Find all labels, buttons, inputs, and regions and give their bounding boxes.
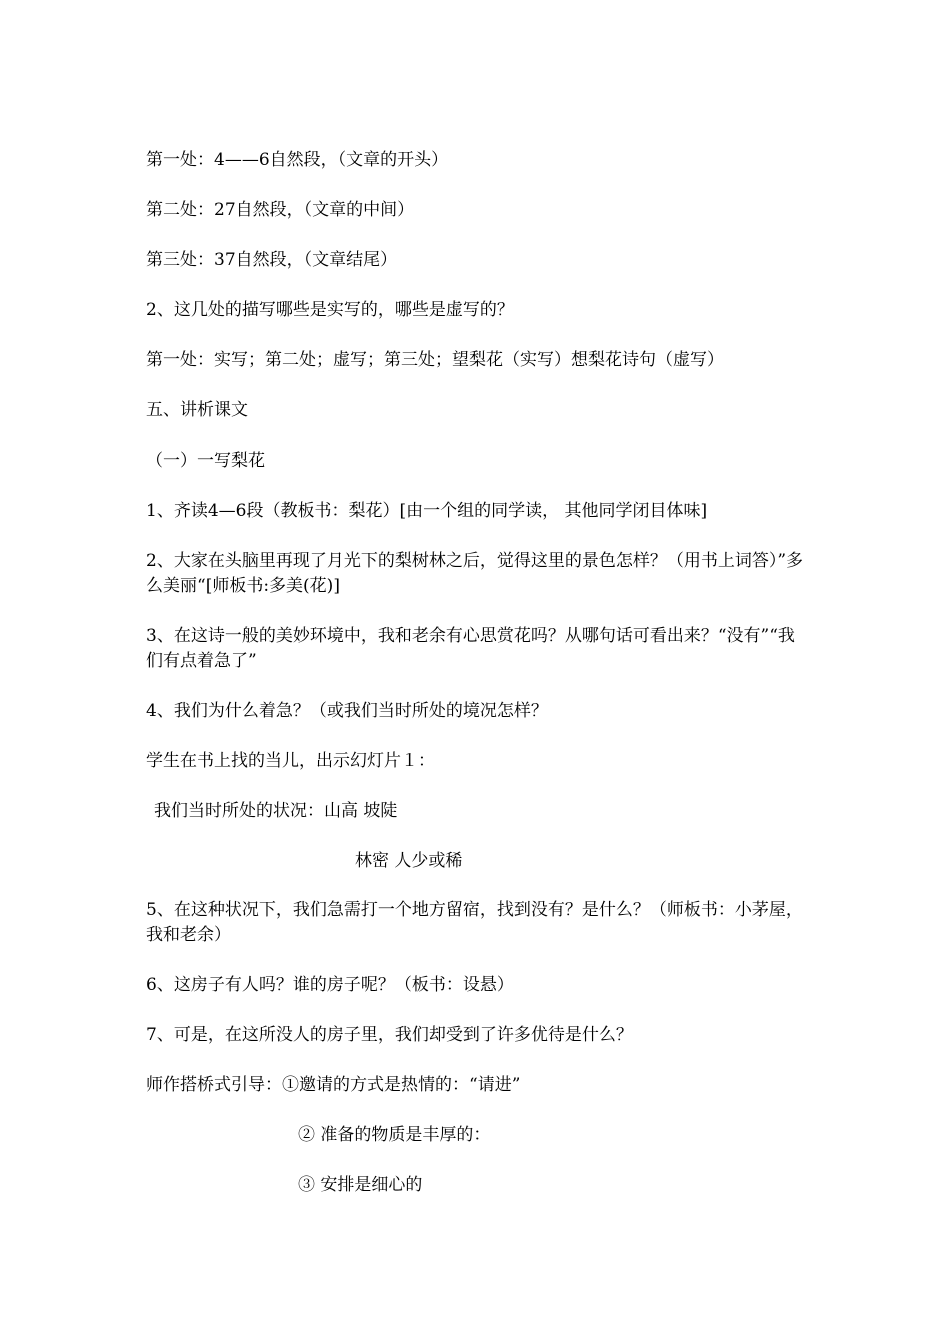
step-6-house-owner: 6、这房子有人吗？谁的房子呢？（板书：设悬） (146, 975, 514, 995)
slide-conditions-line-2: 林密 人少或稀 (355, 851, 463, 871)
paragraph-first-location: 第一处：4——6自然段，（文章的开头） (146, 150, 449, 170)
step-2-scenery: 2、大家在头脑里再现了月光下的梨树林之后，觉得这里的景色怎样？（用书上词答）”多么美丽“[师板书:多美(花)] (146, 551, 804, 596)
guidance-point-2: ② 准备的物质是丰厚的： (298, 1125, 491, 1145)
guidance-point-3: ③ 安排是细心的 (298, 1175, 423, 1195)
answer-real-virtual: 第一处：实写；第二处；虚写；第三处；望梨花（实写）想梨花诗句（虚写） (146, 350, 724, 370)
slide-intro: 学生在书上找的当儿，出示幻灯片１： (146, 751, 435, 771)
step-7-hospitality: 7、可是，在这所没人的房子里，我们却受到了许多优待是什么？ (146, 1025, 633, 1045)
step-5-shelter: 5、在这种状况下，我们急需打一个地方留宿，找到没有？是什么？（师板书：小茅屋，我和老余） (146, 900, 803, 945)
step-1-read-aloud: 1、齐读4—6段（教板书：梨花）[由一个组的同学读， 其他同学闭目体味] (146, 501, 708, 521)
question-2-real-vs-virtual: 2、这几处的描写哪些是实写的，哪些是虚写的？ (146, 300, 514, 320)
slide-conditions-line-1: 我们当时所处的状况：山高 坡陡 (154, 801, 398, 821)
step-3-environment: 3、在这诗一般的美妙环境中，我和老余有心思赏花吗？从哪句话可看出来？“没有”“我们有点着急了” (146, 626, 795, 671)
subsection-heading-one: （一）一写梨花 (146, 451, 265, 471)
section-heading-five: 五、讲析课文 (146, 400, 248, 420)
teacher-guidance: 师作搭桥式引导：①邀请的方式是热情的：“请进” (146, 1075, 521, 1095)
paragraph-third-location: 第三处：37自然段，（文章结尾） (146, 250, 398, 270)
step-4-anxious: 4、我们为什么着急？（或我们当时所处的境况怎样？ (146, 701, 548, 721)
paragraph-second-location: 第二处：27自然段，（文章的中间） (146, 200, 415, 220)
